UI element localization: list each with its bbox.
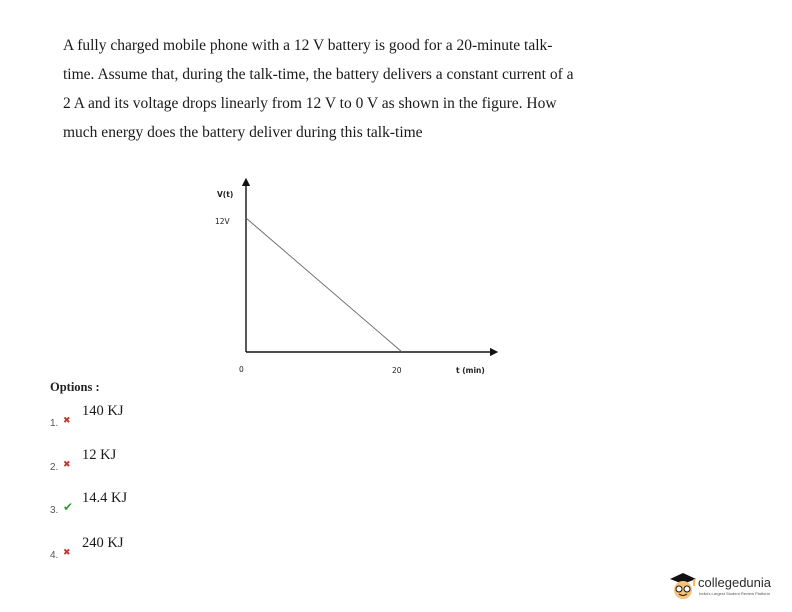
option-text: 12 KJ — [82, 447, 117, 463]
question-line: time. Assume that, during the talk-time, the battery delivers a constant current of a — [63, 66, 574, 83]
logo-tagline: India's Largest Student Review Platform — [699, 591, 771, 596]
option-text: 14.4 KJ — [82, 490, 128, 506]
question-line: A fully charged mobile phone with a 12 V battery is good for a 20-minute talk- — [63, 37, 553, 54]
graduate-mascot-icon — [668, 570, 698, 602]
option-text: 140 KJ — [82, 403, 124, 419]
cross-icon: ✖ — [63, 460, 71, 470]
y-value-label: 12V — [215, 217, 230, 226]
logo-name: collegedunia — [698, 575, 772, 590]
collegedunia-logo — [668, 568, 788, 604]
cross-icon: ✖ — [63, 416, 71, 426]
question-text — [63, 31, 623, 147]
check-icon: ✔ — [63, 500, 74, 514]
option-text: 240 KJ — [82, 535, 124, 551]
voltage-line — [246, 218, 402, 352]
option-number: 1. — [50, 418, 59, 429]
question-line: 2 A and its voltage drops linearly from 12 V to 0 V as shown in the figure. How — [63, 95, 557, 112]
y-axis-label: V(t) — [217, 190, 234, 199]
cross-icon: ✖ — [63, 548, 71, 558]
x-axis-label: t (min) — [456, 366, 485, 375]
options-heading: Options : — [50, 380, 100, 394]
option-number: 2. — [50, 462, 59, 473]
origin-label: 0 — [239, 365, 244, 374]
x-value-label: 20 — [392, 366, 402, 375]
option-number: 3. — [50, 505, 59, 516]
question-line: much energy does the battery deliver during this talk-time — [63, 124, 423, 141]
option-number: 4. — [50, 550, 59, 561]
